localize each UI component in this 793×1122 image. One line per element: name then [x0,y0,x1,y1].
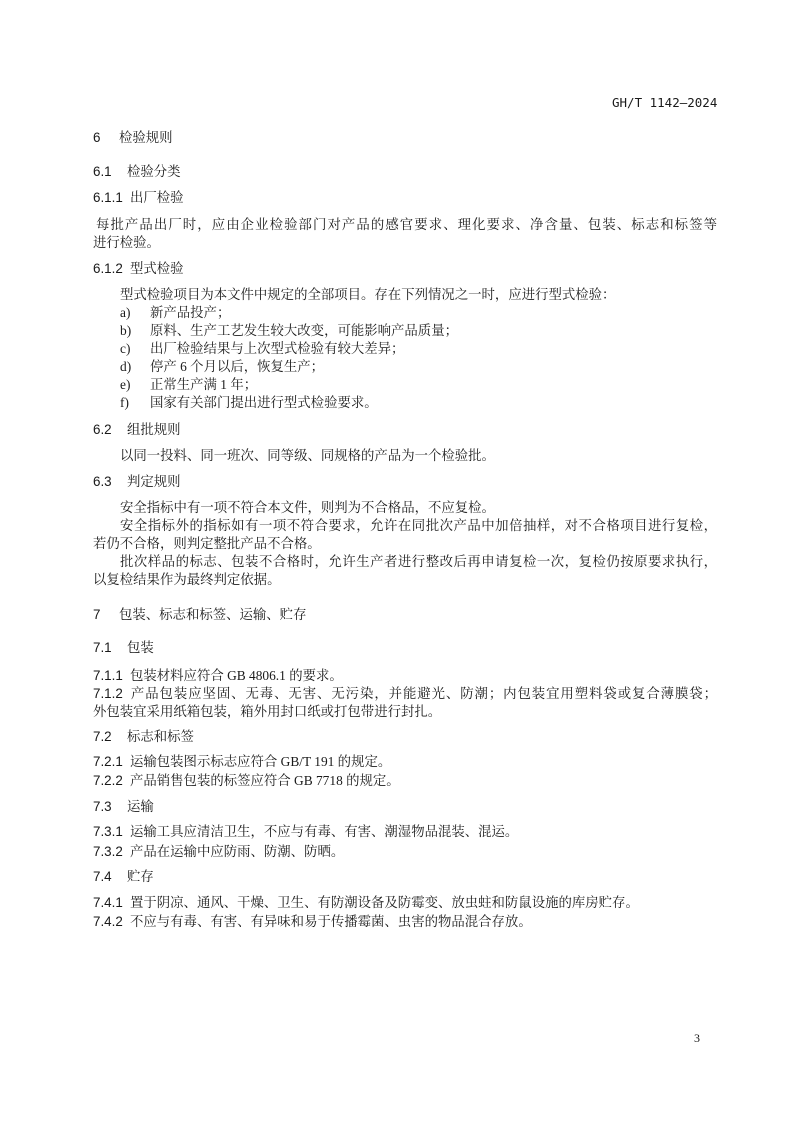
list-item: f) 国家有关部门提出进行型式检验要求。 [120,395,378,410]
clause-7-2-1: 7.2.1 运输包装图示标志应符合 GB/T 191 的规定。 [93,754,392,769]
paragraph-line: 进行检验。 [93,235,160,250]
section-6-heading: 6 检验规则 [93,130,173,145]
list-item: c) 出厂检验结果与上次型式检验有较大差异； [120,341,405,356]
paragraph-line: 以复检结果作为最终判定依据。 [93,572,281,587]
section-6-1-2-heading: 6.1.2 型式检验 [93,261,184,276]
clause-7-3-1: 7.3.1 运输工具应清洁卫生，不应与有毒、有害、潮湿物品混装、混运。 [93,824,519,839]
section-6-1-heading: 6.1 检验分类 [93,164,181,179]
list-item: b) 原料、生产工艺发生较大改变，可能影响产品质量； [120,323,458,338]
paragraph-line: 若仍不合格，则判定整批产品不合格。 [93,536,321,551]
page-number: 3 [694,1031,700,1045]
clause-7-2-2: 7.2.2 产品销售包装的标签应符合 GB 7718 的规定。 [93,773,400,788]
clause-7-3-2: 7.3.2 产品在运输中应防雨、防潮、防晒。 [93,844,345,859]
section-7-3-heading: 7.3 运输 [93,799,154,814]
clause-7-1-2: 7.1.2 产品包装应坚固、无毒、无害、无污染，并能避光、防潮；内包装宜用塑料袋或复合薄膜袋； [93,686,717,701]
section-6-1-1-heading: 6.1.1 出厂检验 [93,190,184,205]
document-code: GH/T 1142—2024 [612,95,718,110]
clause-7-4-1: 7.4.1 置于阴凉、通风、干燥、卫生、有防潮设备及防霉变、放虫蛀和防鼠设施的库房贮存。 [93,895,639,910]
paragraph-line: 外包装宜采用纸箱包装，箱外用封口纸或打包带进行封扎。 [93,704,442,719]
section-6-3-heading: 6.3 判定规则 [93,474,181,489]
clause-7-1-1: 7.1.1 包装材料应符合 GB 4806.1 的要求。 [93,668,343,683]
section-6-2-heading: 6.2 组批规则 [93,422,181,437]
list-item: d) 停产 6 个月以后，恢复生产； [120,359,325,374]
section-7-1-heading: 7.1 包装 [93,640,154,655]
section-7-2-heading: 7.2 标志和标签 [93,729,194,744]
paragraph-line: 安全指标中有一项不符合本文件，则判为不合格品，不应复检。 [120,500,495,515]
clause-7-4-2: 7.4.2 不应与有毒、有害、有异味和易于传播霉菌、虫害的物品混合存放。 [93,914,532,929]
paragraph-line: 以同一投料、同一班次、同等级、同规格的产品为一个检验批。 [120,448,495,463]
paragraph-line: 每批产品出厂时，应由企业检验部门对产品的感官要求、理化要求、净含量、包装、标志和标签等 [96,217,717,232]
paragraph-line: 型式检验项目为本文件中规定的全部项目。存在下列情况之一时，应进行型式检验： [120,287,616,302]
paragraph-line: 安全指标外的指标如有一项不符合要求，允许在同批次产品中加倍抽样，对不合格项目进行复检， [120,518,717,533]
list-item: e) 正常生产满 1 年； [120,377,258,392]
section-7-heading: 7 包装、标志和标签、运输、贮存 [93,607,307,622]
paragraph-line: 批次样品的标志、包装不合格时，允许生产者进行整改后再申请复检一次，复检仍按原要求执行， [120,554,717,569]
list-item: a) 新产品投产； [120,305,231,320]
section-7-4-heading: 7.4 贮存 [93,869,154,884]
